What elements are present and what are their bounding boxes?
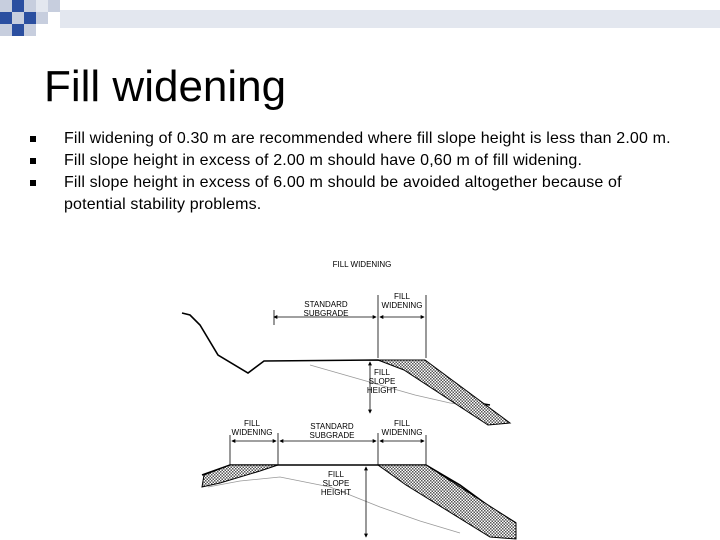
label-standard-subgrade-top-1: STANDARD <box>304 300 348 309</box>
bullet-text: Fill widening of 0.30 m are recommended where fill slope height is less than 2.00 m. <box>64 130 671 147</box>
label-standard-subgrade-top-2: SUBGRADE <box>303 309 349 318</box>
slide-title: Fill widening <box>44 62 287 111</box>
figure-title: FILL WIDENING <box>332 260 392 269</box>
label-standard-subgrade-bottom-1: STANDARD <box>310 422 354 431</box>
bullet-text: Fill slope height in excess of 2.00 m should have 0,60 m of fill widening. <box>64 152 583 169</box>
bottom-section <box>202 419 516 539</box>
square-bullet-icon <box>30 158 36 164</box>
label-fill-slope-height-top-2: SLOPE <box>368 377 396 386</box>
label-standard-subgrade-bottom-2: SUBGRADE <box>309 431 355 440</box>
top-section <box>182 292 510 425</box>
square-bullet-icon <box>30 136 36 142</box>
label-fill-widening-top-2: WIDENING <box>381 301 423 310</box>
label-fill-widening-right-1: FILL <box>393 419 411 428</box>
top-widening-wedge <box>378 360 510 425</box>
label-fill-slope-height-bottom-2: SLOPE <box>322 479 350 488</box>
bullet-item <box>28 128 678 150</box>
label-fill-slope-height-bottom-1: FILL <box>327 470 345 479</box>
bullet-list <box>28 128 678 216</box>
label-fill-slope-height-bottom-3: HEIGHT <box>320 488 352 497</box>
bullet-item <box>28 172 678 216</box>
label-fill-widening-top-1: FILL <box>393 292 411 301</box>
fill-widening-diagram <box>160 255 520 540</box>
header-decoration <box>0 0 720 40</box>
label-fill-widening-left-1: FILL <box>243 419 261 428</box>
bullet-item <box>28 150 678 172</box>
bullet-text: Fill slope height in excess of 6.00 m should be avoided altogether because of potential stability problems. <box>64 174 622 213</box>
label-fill-widening-right-2: WIDENING <box>381 428 423 437</box>
bottom-widening-wedge-right <box>378 465 516 539</box>
bottom-widening-wedge-left <box>202 465 278 487</box>
square-bullet-icon <box>30 180 36 186</box>
label-fill-slope-height-top-1: FILL <box>373 368 391 377</box>
label-fill-widening-left-2: WIDENING <box>231 428 273 437</box>
label-fill-slope-height-top-3: HEIGHT <box>366 386 398 395</box>
